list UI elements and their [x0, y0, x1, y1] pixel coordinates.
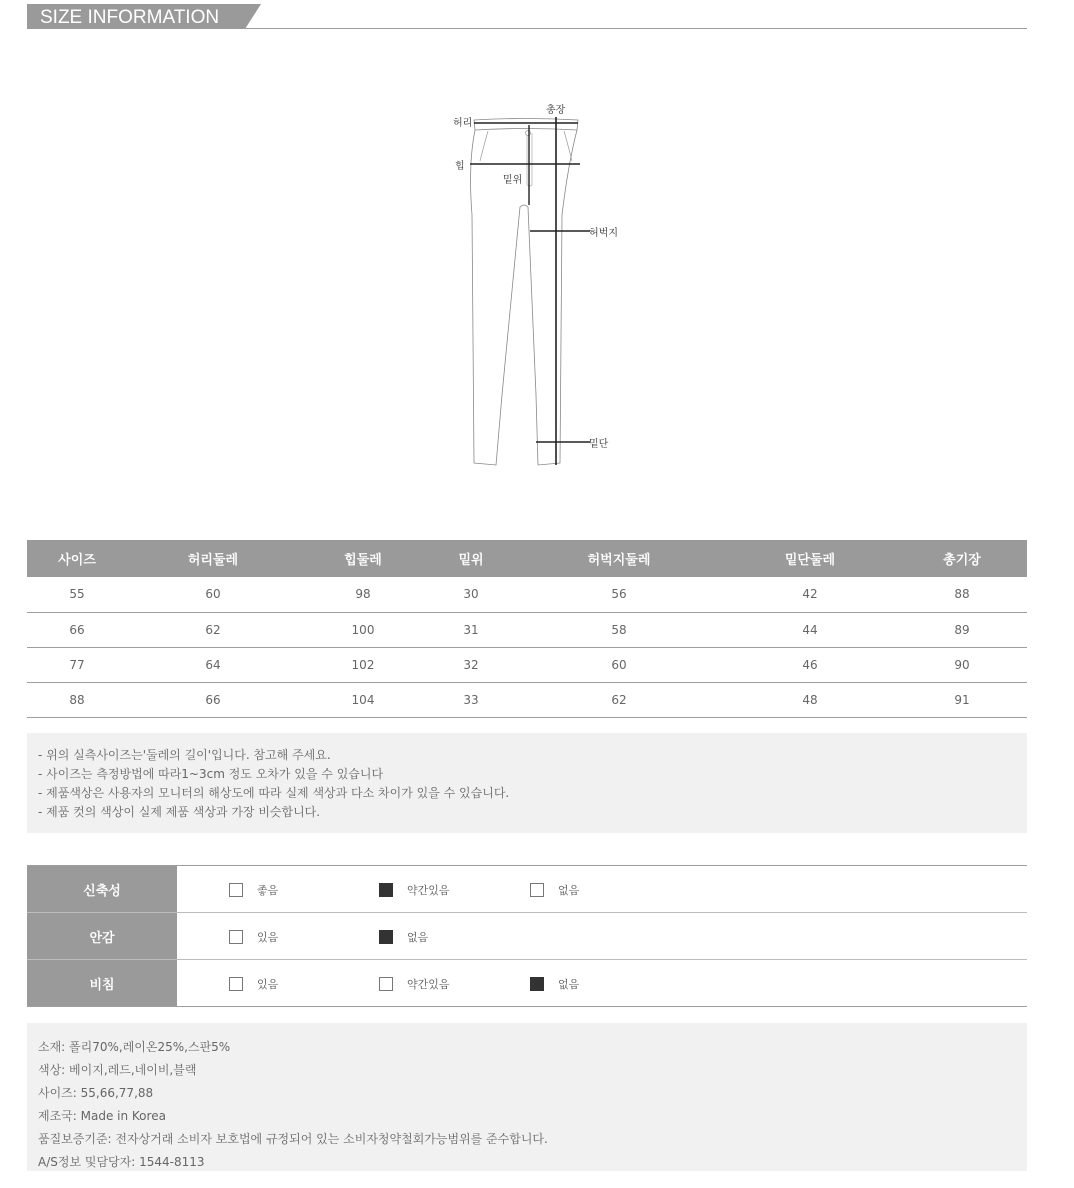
option-label: 없음	[558, 977, 580, 991]
note-line: - 제품 컷의 색상이 실제 제품 색상과 가장 비슷합니다.	[38, 805, 321, 819]
property-name: 비침	[27, 960, 177, 1006]
label-rise: 밑위	[503, 175, 523, 186]
info-colors: 색상: 베이지,레드,네이비,블랙	[38, 1063, 197, 1077]
section-header	[27, 4, 1027, 30]
col-hip: 힙둘레	[299, 540, 427, 577]
table-cell: 33	[427, 682, 515, 717]
table-row	[27, 647, 1027, 682]
table-cell: 46	[723, 647, 897, 682]
option-label: 좋음	[257, 883, 279, 897]
option-none	[530, 976, 579, 991]
label-thigh: 허벅지	[589, 228, 618, 239]
table-cell: 89	[897, 612, 1027, 647]
table-cell: 64	[127, 647, 299, 682]
pants-diagram	[440, 95, 640, 475]
checkbox-unchecked	[229, 930, 243, 944]
table-cell: 66	[27, 612, 127, 647]
checkbox-unchecked	[229, 883, 243, 897]
size-table	[27, 540, 1027, 718]
option-label: 없음	[407, 930, 429, 944]
property-name: 안감	[27, 913, 177, 959]
size-notes	[27, 733, 1027, 833]
info-quality: 품질보증기준: 전자상거래 소비자 보호법에 규정되어 있는 소비자청약철회가능범위를 준수합니다.	[38, 1132, 548, 1146]
option-label: 없음	[558, 883, 580, 897]
header-tab	[27, 4, 245, 29]
option-yes	[229, 976, 278, 991]
option-yes	[229, 929, 278, 944]
checkbox-checked	[379, 930, 393, 944]
note-line: - 위의 실측사이즈는'둘레의 길이'입니다. 참고해 주세요.	[38, 748, 331, 762]
option-slight	[379, 976, 450, 991]
checkbox-unchecked	[379, 977, 393, 991]
label-total-length: 총장	[546, 105, 566, 116]
table-cell: 32	[427, 647, 515, 682]
option-none	[530, 882, 579, 897]
table-cell: 62	[515, 682, 723, 717]
property-table	[27, 865, 1027, 1007]
option-good	[229, 882, 278, 897]
table-cell: 102	[299, 647, 427, 682]
table-cell: 55	[27, 577, 127, 612]
option-no	[379, 929, 428, 944]
table-cell: 42	[723, 577, 897, 612]
checkbox-checked	[379, 883, 393, 897]
pants-illustration	[440, 95, 640, 475]
info-sizes: 사이즈: 55,66,77,88	[38, 1086, 154, 1100]
label-hem: 밑단	[589, 439, 609, 450]
table-cell: 44	[723, 612, 897, 647]
table-cell: 77	[27, 647, 127, 682]
table-cell: 62	[127, 612, 299, 647]
header-rule	[27, 28, 1027, 29]
table-row	[27, 612, 1027, 647]
col-length: 총기장	[897, 540, 1027, 577]
checkbox-checked	[530, 977, 544, 991]
col-size: 사이즈	[27, 540, 127, 577]
note-line: - 사이즈는 측정방법에 따라1~3cm 정도 오차가 있을 수 있습니다	[38, 767, 384, 781]
property-name: 신축성	[27, 866, 177, 912]
property-row-sheerness	[27, 960, 1027, 1007]
checkbox-unchecked	[530, 883, 544, 897]
table-cell: 58	[515, 612, 723, 647]
table-cell: 88	[897, 577, 1027, 612]
table-cell: 100	[299, 612, 427, 647]
info-as-contact: A/S정보 및담당자: 1544-8113	[38, 1155, 205, 1169]
table-cell: 98	[299, 577, 427, 612]
header-title: SIZE INFORMATION	[40, 7, 220, 28]
note-line: - 제품색상은 사용자의 모니터의 해상도에 따라 실제 색상과 다소 차이가 있을 수 있습니다.	[38, 786, 510, 800]
property-row-stretch	[27, 866, 1027, 913]
table-cell: 91	[897, 682, 1027, 717]
option-label: 약간있음	[407, 977, 450, 991]
table-cell: 60	[515, 647, 723, 682]
table-cell: 31	[427, 612, 515, 647]
info-origin: 제조국: Made in Korea	[38, 1109, 166, 1123]
table-row	[27, 682, 1027, 717]
info-material: 소재: 폴리70%,레이온25%,스판5%	[38, 1040, 231, 1054]
product-info	[27, 1023, 1027, 1171]
table-cell: 30	[427, 577, 515, 612]
table-cell: 60	[127, 577, 299, 612]
table-cell: 56	[515, 577, 723, 612]
table-row	[27, 577, 1027, 612]
table-cell: 48	[723, 682, 897, 717]
col-hem: 밑단둘레	[723, 540, 897, 577]
table-cell: 90	[897, 647, 1027, 682]
option-label: 있음	[257, 930, 279, 944]
property-row-lining	[27, 913, 1027, 960]
label-hip: 힙	[455, 161, 465, 172]
col-rise: 밑위	[427, 540, 515, 577]
size-table-header	[27, 540, 1027, 577]
option-slight	[379, 882, 450, 897]
col-thigh: 허벅지둘레	[515, 540, 723, 577]
table-cell: 88	[27, 682, 127, 717]
label-waist: 허리	[453, 118, 473, 129]
option-label: 약간있음	[407, 883, 450, 897]
col-waist: 허리둘레	[127, 540, 299, 577]
table-cell: 104	[299, 682, 427, 717]
checkbox-unchecked	[229, 977, 243, 991]
table-cell: 66	[127, 682, 299, 717]
header-tab-slant	[245, 4, 261, 29]
option-label: 있음	[257, 977, 279, 991]
